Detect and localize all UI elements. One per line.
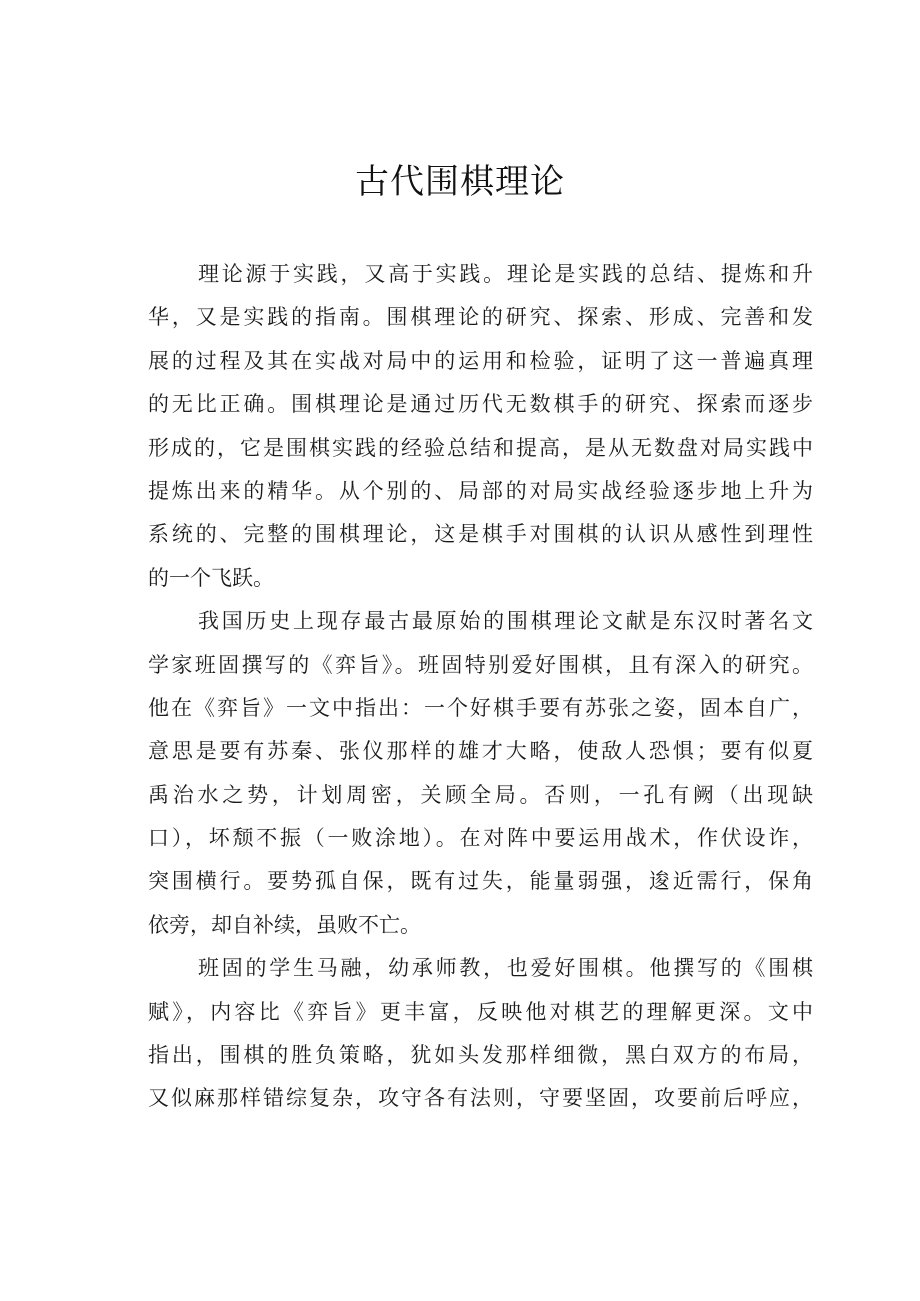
paragraph-line: 突围横行。要势孤自保，既有过失，能量弱强，逡近需行，保角 [148,869,813,894]
paragraph-line: 班固的学生马融，幼承师教，也爱好围棋。他撰写的《围棋 [198,956,813,981]
paragraph-2 [148,600,813,947]
document-title: 古代围棋理论 [355,162,565,202]
paragraph-line: 的一个飞跃。 [148,565,274,590]
paragraph-line: 的无比正确。围棋理论是通过历代无数棋手的研究、探索而逐步 [148,392,813,417]
paragraph-3 [148,947,813,1121]
paragraph-line: 口），坏颓不振（一败涂地）。在对阵中要运用战术，作伏设诈， [148,826,813,851]
paragraph-line: 禹治水之势，计划周密，关顾全局。否则，一孔有阙（出现缺 [148,782,813,807]
paragraph-1 [148,253,813,600]
document-body [148,253,813,1121]
paragraph-line: 又似麻那样错综复杂，攻守各有法则，守要坚固，攻要前后呼应， [148,1086,813,1111]
paragraph-line: 我国历史上现存最古最原始的围棋理论文献是东汉时著名文 [198,609,813,634]
paragraph-line: 他在《弈旨》一文中指出：一个好棋手要有苏张之姿，固本自广， [148,695,813,720]
paragraph-line: 提炼出来的精华。从个别的、局部的对局实战经验逐步地上升为 [148,478,813,503]
paragraph-line: 理论源于实践，又高于实践。理论是实践的总结、提炼和升 [198,262,813,286]
paragraph-line: 形成的，它是围棋实践的经验总结和提高，是从无数盘对局实践中 [148,435,813,460]
paragraph-line: 展的过程及其在实战对局中的运用和检验，证明了这一普遍真理 [148,348,813,373]
paragraph-line: 华，又是实践的指南。围棋理论的研究、探索、形成、完善和发 [148,305,813,330]
paragraph-line: 指出，围棋的胜负策略，犹如头发那样细微，黑白双方的布局， [148,1043,813,1068]
paragraph-line: 系统的、完整的围棋理论，这是棋手对围棋的认识从感性到理性 [148,522,813,547]
paragraph-line: 意思是要有苏秦、张仪那样的雄才大略，使敌人恐惧；要有似夏 [148,739,813,764]
paragraph-line: 赋》，内容比《弈旨》更丰富，反映他对棋艺的理解更深。文中 [148,999,813,1024]
paragraph-line: 学家班固撰写的《弈旨》。班固特别爱好围棋，且有深入的研究。 [148,652,813,677]
paragraph-line: 依旁，却自补续，虽败不亡。 [148,912,421,937]
